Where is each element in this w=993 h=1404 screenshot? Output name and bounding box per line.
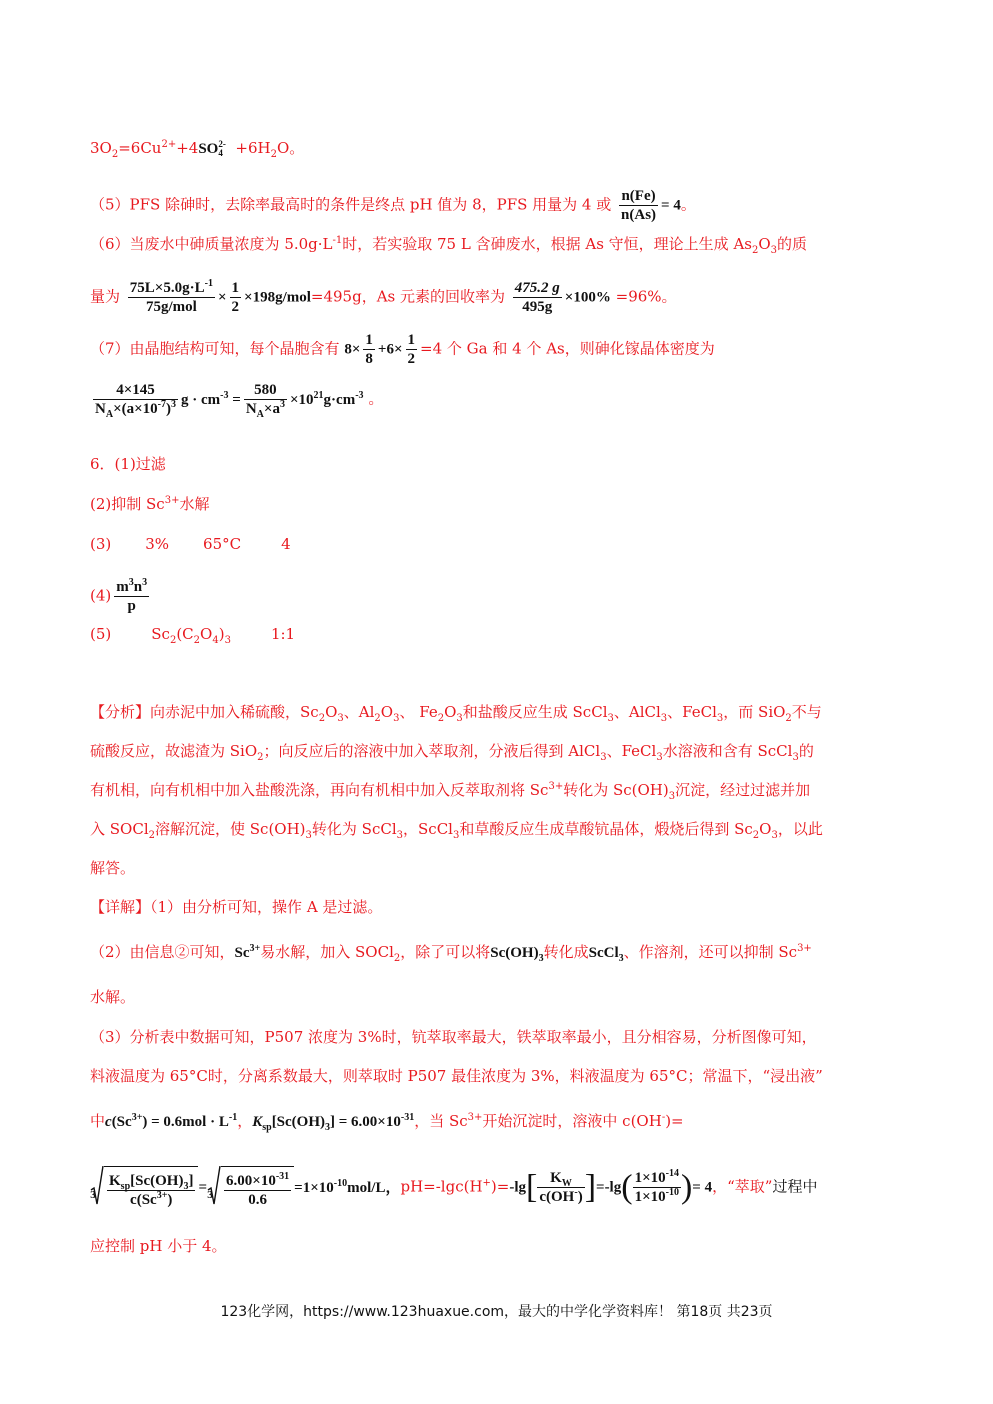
q6-2: (2)抑制 $Sc^{3+}$水解 bbox=[90, 495, 210, 513]
detail-2: （2）由信息②可知，$Sc^{3+}$易水解，加入 SOCl$_2$，除了可以将$Sc(OH)_3$转化成ScCl$_3$、作溶剂，还可以抑制 $Sc^{3+}$ bbox=[90, 943, 812, 964]
eq-line-1: $3O_2=6Cu^{2+}+4SO$ 2- 4 $+6H_2O$。 bbox=[90, 139, 305, 160]
answer-6-a: （6）当废水中砷质量浓度为 $5.0g\cdot L^{-1}$时，若实验取 75 L 含砷废水，根据 As 守恒，理论上生成 $As_2O_3$的质 bbox=[90, 235, 808, 256]
analysis-1: 【分析】向赤泥中加入稀硫酸，$Sc_2O_3$、$Al_2O_3$、 $Fe_2O_3$和盐酸反应生成 ScCl$_3$、AlCl$_3$、FeCl$_3$，而 SiO$_2$不与 bbox=[90, 703, 822, 724]
detail-1: 【详解】（1）由分析可知，操作 A 是过滤。 bbox=[90, 898, 383, 916]
fraction-fe-as: $\frac{n(Fe)}{n(As)}$ bbox=[621, 188, 657, 223]
detail-6: 3 $\frac{K_{sp}[Sc(OH)_3]}{c(Sc^{3+})}$ = 3 $\frac{6.00\times 10^{-31}}{0.6}$ $=1\times 10^{-10}mol/L$，pH=-lgc(H+)=-lg[ $\frac{K_W}{c(OH^-)}$ ]=-lg( $\frac{1\times 10^{-14}}{1\times 10^{-10}}$ )= 4，“萃取”过程中 bbox=[90, 1168, 818, 1208]
cube-root-2: 3 $\frac{6.00\times 10^{-31}}{0.6}$ bbox=[207, 1166, 294, 1209]
density-formula: $\frac{4\times 145}{N_A\times(a\times 10^{-7})^3}$ $g \cdot cm^{-3}$ = $\frac{580}{N_A\times a^3}$ $\times 10^{21}g\cdot cm^{-3}$ 。 bbox=[95, 382, 384, 420]
detail-7: 应控制 pH 小于 4。 bbox=[90, 1237, 227, 1255]
page-footer: 123化学网，https://www.123huaxue.com，最大的中学化学资料库！ 第18页 共23页 bbox=[220, 1304, 773, 1320]
analysis-4: 入 SOCl$_2$溶解沉淀，使 $Sc(OH)_3$转化为 ScCl$_3$，ScCl$_3$和草酸反应生成草酸钪晶体，煅烧后得到 $Sc_2O_3$，以此 bbox=[90, 820, 823, 841]
q6-3: (3) 3% 65°C 4 bbox=[90, 535, 291, 553]
answer-6-b: 量为 $\frac{75L\times 5.0g\cdot L^{-1}}{\text{75g/mol}}$ × $\frac{1}{2}$ ×198g/mol=495g，As 元素的回收率为 $\frac{475.2 g}{495g}$ ×100% =96%。 bbox=[90, 278, 677, 315]
detail-3: （3）分析表中数据可知，P507 浓度为 3%时，钪萃取率最大，铁萃取率最小，且分相容易，分析图像可知， bbox=[90, 1028, 817, 1046]
cube-root-1: 3 $\frac{K_{sp}[Sc(OH)_3]}{c(Sc^{3+})}$ bbox=[90, 1166, 198, 1209]
q6-1: 6．(1)过滤 bbox=[90, 455, 166, 473]
analysis-5: 解答。 bbox=[90, 859, 136, 877]
analysis-3: 有机相，向有机相中加入盐酸洗涤，再向有机相中加入反萃取剂将 $Sc^{3+}$转化为 $Sc(OH)_3$沉淀，经过过滤并加 bbox=[90, 781, 811, 802]
analysis-2: 硫酸反应，故滤渣为 SiO$_2$；向反应后的溶液中加入萃取剂，分液后得到 AlCl$_3$、FeCl$_3$水溶液和含有 ScCl$_3$的 bbox=[90, 742, 814, 763]
q6-4: (4) $\frac{m^3n^3}{p}$ bbox=[90, 577, 148, 614]
q6-5: (5) $Sc_2(C_2O_4)_3$ 1:1 bbox=[90, 625, 296, 646]
detail-4: 料液温度为 65°C时，分离系数最大，则萃取时 P507 最佳浓度为 3%，料液温度为 65°C；常温下，“浸出液” bbox=[90, 1067, 823, 1085]
detail-2b: 水解。 bbox=[90, 988, 136, 1006]
answer-5: （5）PFS 除砷时，去除率最高时的条件是终点 pH 值为 8，PFS 用量为 4 或 $\frac{n(Fe)}{n(As)}$ = 4。 bbox=[90, 188, 696, 223]
detail-5: 中$c(Sc^{3+}) = 0.6mol \cdot L^{-1}$，$K_{sp}[Sc(OH)_3] = 6.00\times 10^{-31}$，当 $Sc^{3+}$开始沉淀时，溶液中 c(OH-)= bbox=[90, 1112, 684, 1133]
answer-7: （7）由晶胞结构可知，每个晶胞含有 8× $\frac{1}{8}$ +6× $\frac{1}{2}$ =4 个 Ga 和 4 个 As，则砷化镓晶体密度为 bbox=[90, 332, 715, 367]
